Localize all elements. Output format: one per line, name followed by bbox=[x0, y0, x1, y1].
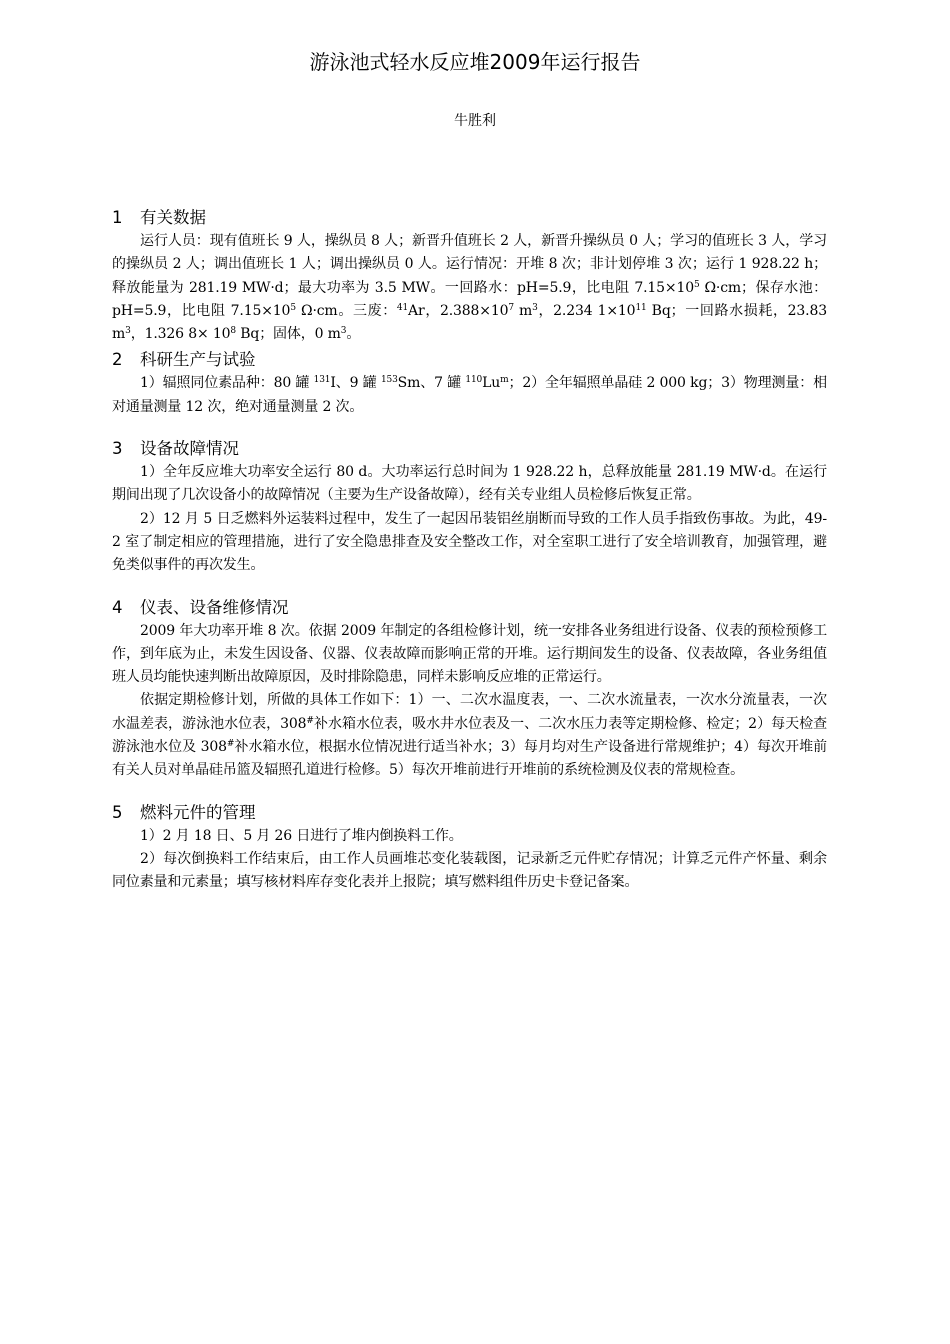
section-paragraph: 2）每次倒换料工作结束后，由工作人员画堆芯变化装载图，记录新乏元件贮存情况；计算乏元件产怀量、剩余同位素量和元素量；填写核材料库存变化表并上报院；填写燃料组件历史卡登记备案。 bbox=[112, 850, 827, 891]
section-maintenance bbox=[112, 596, 827, 783]
section-heading bbox=[112, 348, 827, 372]
document-body bbox=[112, 206, 827, 895]
section-number: 1 bbox=[112, 208, 123, 227]
section-number: 2 bbox=[112, 350, 123, 370]
section-paragraph: 1）2 月 18 日、5 月 26 日进行了堆内倒换料工作。 bbox=[140, 827, 463, 844]
section-number: 5 bbox=[112, 802, 123, 822]
section-heading bbox=[112, 596, 827, 620]
section-title: 科研生产与试验 bbox=[140, 350, 256, 370]
section-paragraph: 2）12 月 5 日乏燃料外运装料过程中，发生了一起因吊装铝丝崩断而导致的工作人员手指致伤事故。为此，49-2 室了制定相应的管理措施，进行了安全隐患排查及安全整改工作，对全室职工进行了安全培训教育，加强管理，避免类似事件的再次发生。 bbox=[112, 510, 827, 574]
section-equipment-faults bbox=[112, 437, 827, 577]
document-title: 游泳池式轻水反应堆2009年运行报告 bbox=[309, 50, 641, 74]
section-data bbox=[112, 206, 827, 346]
section-heading bbox=[112, 206, 827, 230]
section-title: 设备故障情况 bbox=[140, 439, 239, 459]
section-paragraph: 运行人员：现有值班长 9 人，操纵员 8 人；新晋升值班长 2 人，新晋升操纵员 0 人；学习的值班长 3 人，学习的操纵员 2 人；调出值班长 1 人；调出操纵员 0 人。运行情况：开堆 8 次；非计划停堆 3 次；运行 1 928.22 h；释放能量为 281.19 MW·d；最大功率为 3.5 MW。一回路水：pH=5.9，比电阻 $7.15\times 10^5$ Ω·cm；保存水池：pH=5.9，比电阻 $7.15\times 10^5$ Ω·cm。三废：$^{41}$Ar，$2.388\times 10^7$ $m^3$，2.234 $1\times 10^{11}$ Bq；一回路水损耗，23.83 $m^3$，1.326 $8\times 10^8$ Bq；固体，0 $m^3$。 bbox=[112, 233, 827, 343]
section-title: 有关数据 bbox=[140, 208, 206, 227]
section-heading bbox=[112, 801, 827, 825]
section-number: 3 bbox=[112, 439, 123, 459]
author-name: 牛胜利 bbox=[454, 113, 496, 129]
section-number: 4 bbox=[112, 597, 123, 617]
section-paragraph: 2009 年大功率开堆 8 次。依据 2009 年制定的各组检修计划，统一安排各业务组进行设备、仪表的预检预修工作，到年底为止，未发生因设备、仪器、仪表故障而影响正常的开堆。运行期间发生的设备、仪表故障，各业务组值班人员均能快速判断出故障原因，及时排除隐患，同样未影响反应堆的正常运行。 bbox=[112, 622, 827, 686]
section-fuel-management bbox=[112, 801, 827, 895]
section-paragraph: 依据定期检修计划，所做的具体工作如下：1）一、二次水温度表，一、二次水流量表，一次水分流量表，一次水温差表，游泳池水位表，308#补水箱水位表，吸水井水位表及一、二次水压力表等定期检修、检定；2）每天检查游泳池水位及 308#补水箱水位，根据水位情况进行适当补水；3）每月均对生产设备进行常规维护；4）每次开堆前有关人员对单晶硅吊篮及辐照孔道进行检修。5）每次开堆前进行开堆前的系统检测及仪表的常规检查。 bbox=[112, 692, 827, 779]
section-paragraph: 1）全年反应堆大功率安全运行 80 d。大功率运行总时间为 1 928.22 h，总释放能量 281.19 MW·d。在运行期间出现了几次设备小的故障情况（主要为生产设备故障），经有关专业组人员检修后恢复正常。 bbox=[112, 464, 827, 504]
section-heading bbox=[112, 437, 827, 461]
section-title: 仪表、设备维修情况 bbox=[140, 597, 289, 617]
section-paragraph: 1）辐照同位素品种：80 罐 $^{131}$I、9 罐 $^{153}$Sm、7 罐 $^{110}$Lu$^m$；2）全年辐照单晶硅 2 000 kg；3）物理测量：相对通量测量 12 次，绝对通量测量 2 次。 bbox=[112, 375, 827, 415]
section-research bbox=[112, 348, 827, 419]
section-title: 燃料元件的管理 bbox=[140, 802, 256, 822]
